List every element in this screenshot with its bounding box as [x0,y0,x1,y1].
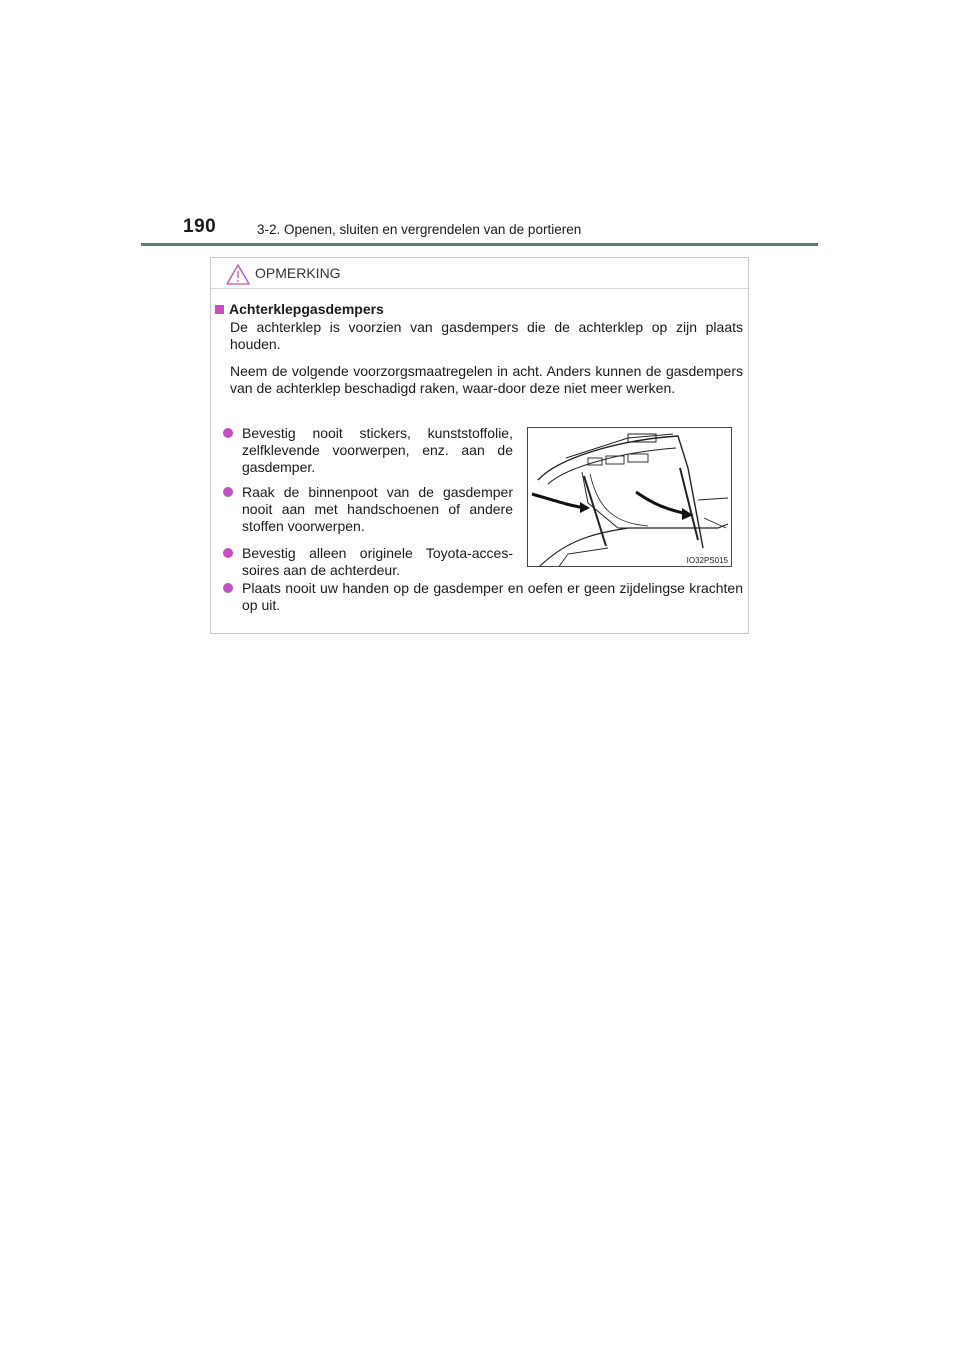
notice-title: OPMERKING [255,265,341,281]
list-item [223,580,743,614]
header-rule [141,243,818,246]
section-heading-text: Achterklepgasdempers [229,301,384,317]
section-heading [215,301,384,317]
bullet-dot-icon [223,548,233,558]
list-item [223,425,513,476]
bullet-dot-icon [223,428,233,438]
list-item [223,545,513,579]
section-title: 3-2. Openen, sluiten en vergrendelen van de portieren [257,222,582,237]
paragraph: De achterklep is voorzien van gasdempers die de achterklep op zijn plaats houden. [230,319,743,352]
bullet-dot-icon [223,487,233,497]
page-number: 190 [183,216,217,237]
notice-header [211,258,748,289]
list-item [223,484,513,535]
list-item-text: Plaats nooit uw handen op de gasdemper en oefen er geen zijdelingse krachten op uit. [242,580,743,613]
figure-code: IO32PS015 [686,556,728,565]
warning-triangle-icon [225,263,251,286]
paragraph: Neem de volgende voorzorgsmaatregelen in acht. Anders kunnen de gasdempers van de achterklep beschadigd raken, waar-door deze niet meer werken. [230,363,743,396]
list-item-text: Bevestig alleen originele Toyota-acces-soires aan de achterdeur. [242,545,513,578]
bullet-dot-icon [223,583,233,593]
tailgate-illustration [527,427,732,567]
list-item-text: Bevestig nooit stickers, kunststoffolie, zelfklevende voorwerpen, enz. aan de gasdemper. [242,425,513,475]
notice-box [210,257,749,634]
tailgate-drawing [528,428,732,567]
square-bullet-icon [215,305,224,314]
list-item-text: Raak de binnenpoot van de gasdemper nooit aan met handschoenen of andere stoffen voorwerpen. [242,484,513,534]
